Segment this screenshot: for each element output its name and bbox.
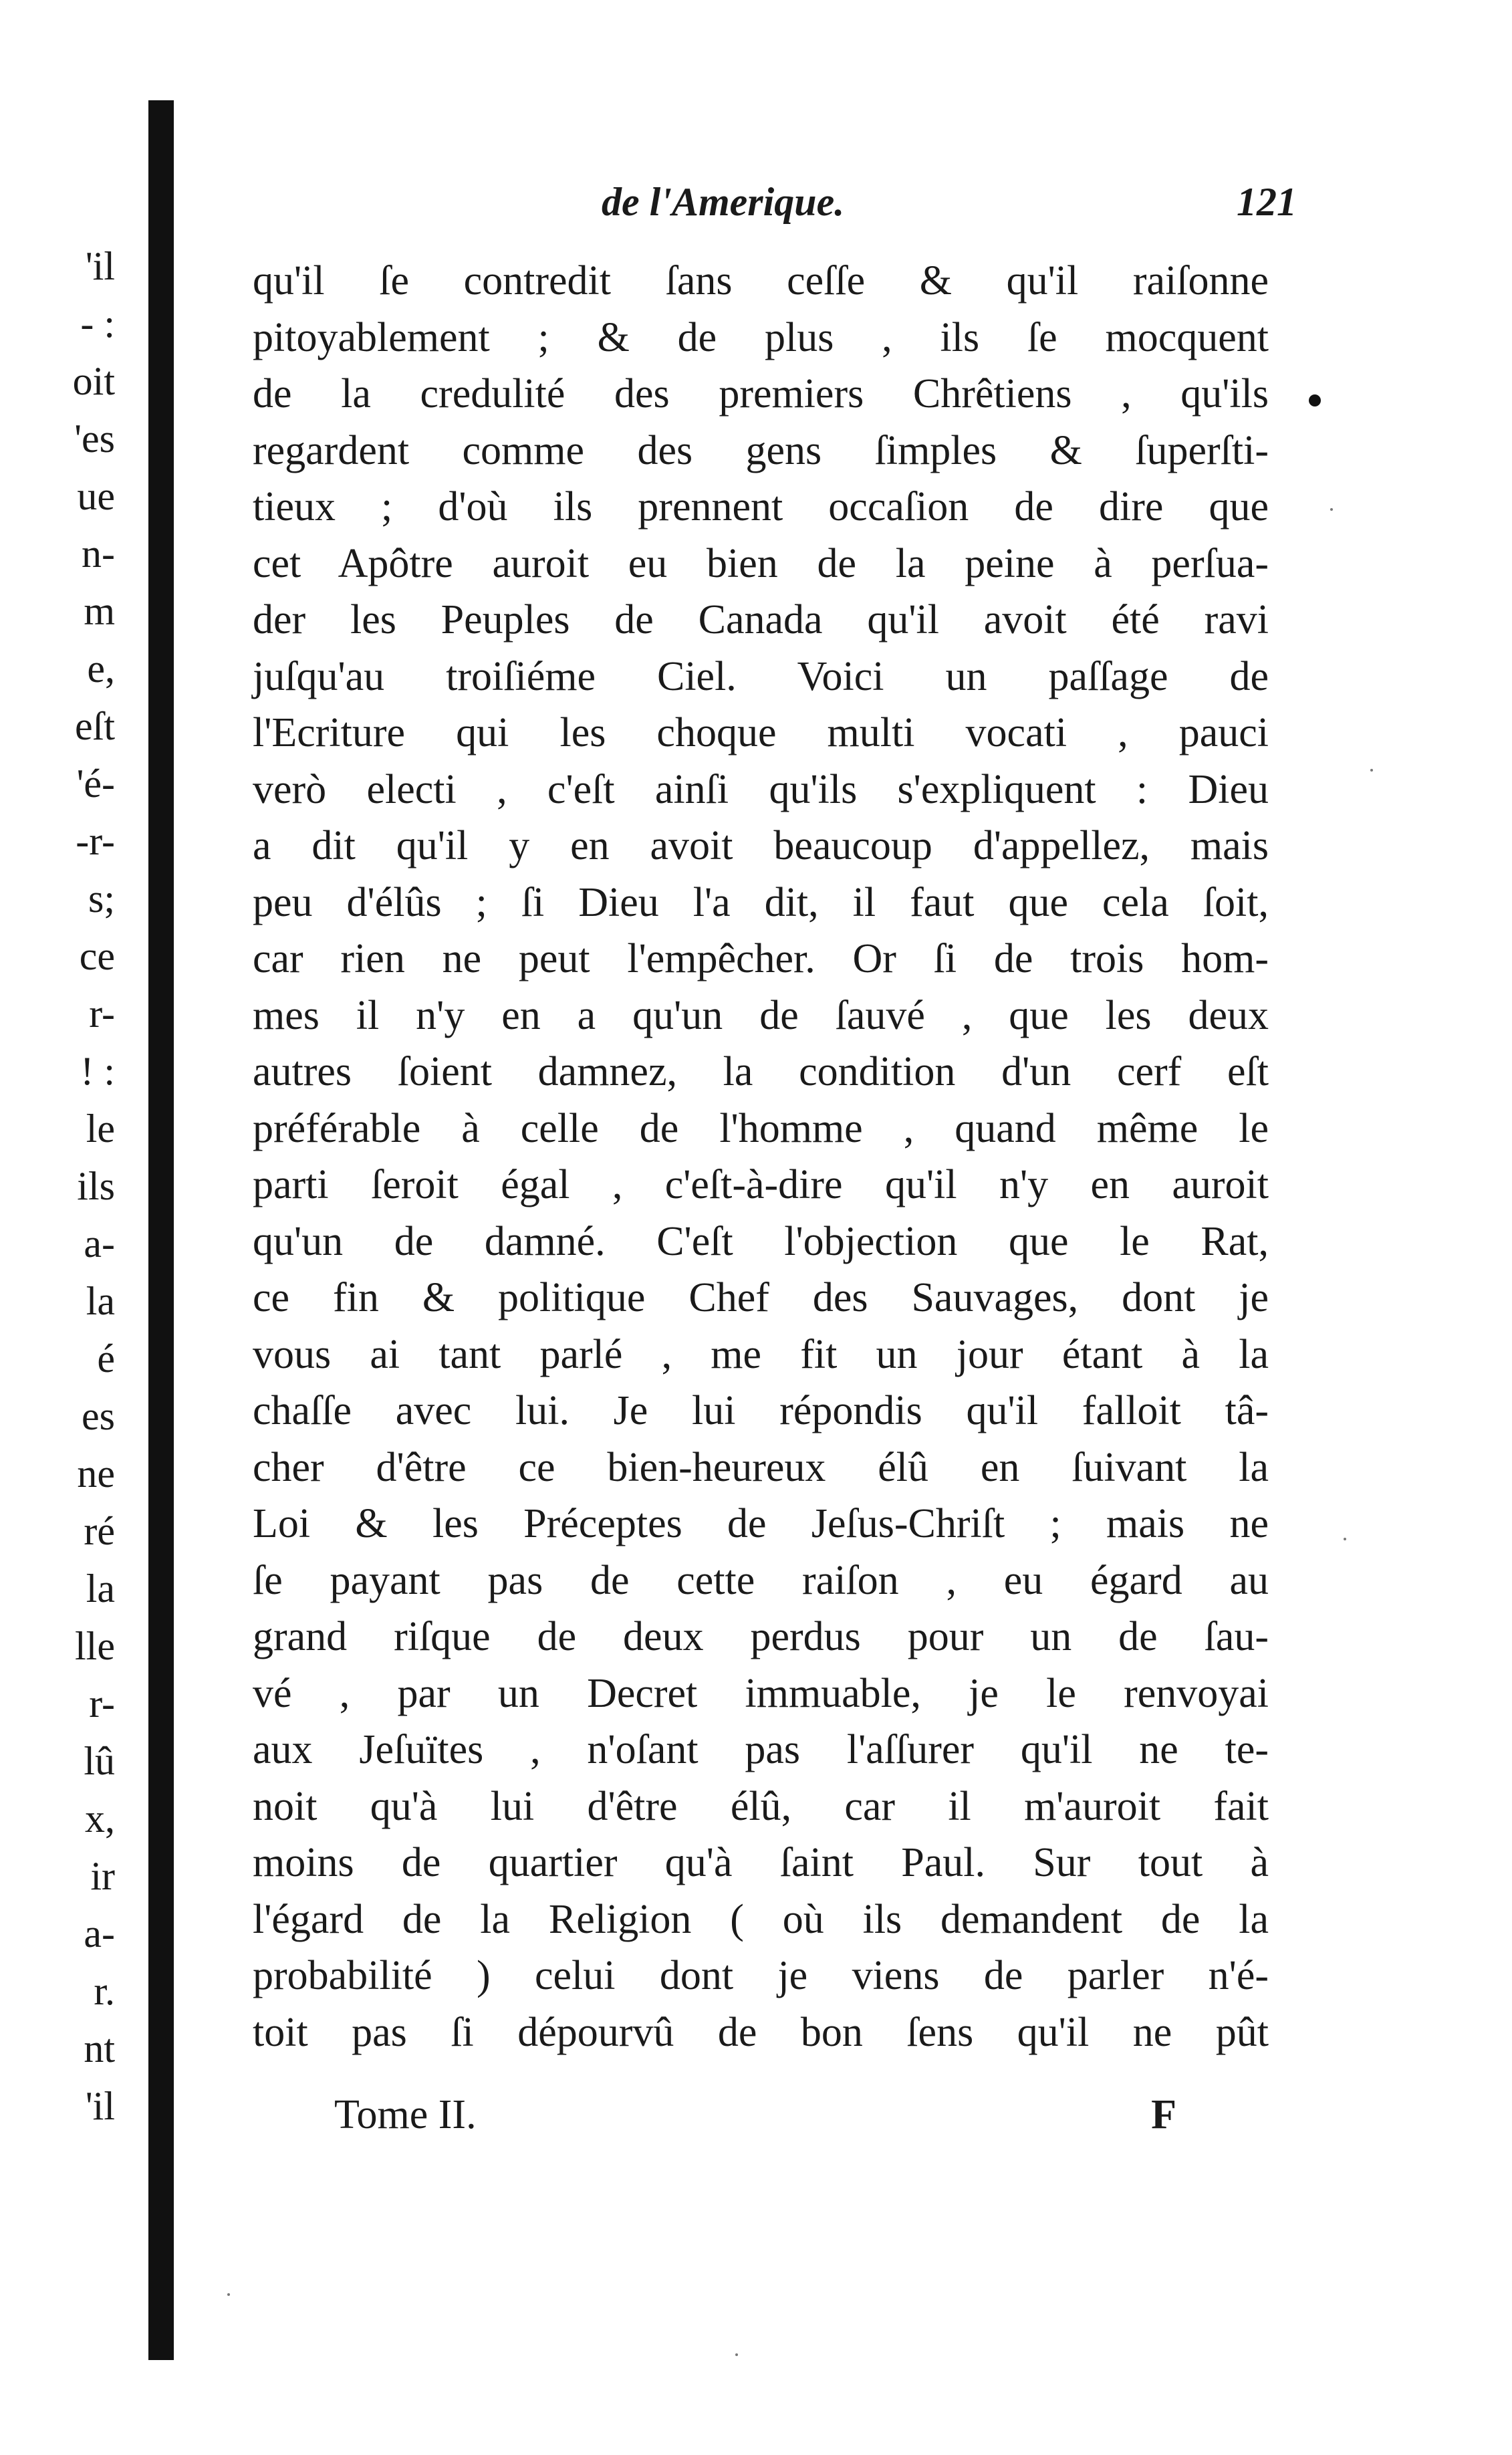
previous-page-fragment: r. — [94, 1969, 115, 2013]
previous-page-fragment: le — [86, 1106, 115, 1151]
previous-page-fragment: lle — [75, 1624, 115, 1668]
text-line: qu'un de damné. C'eſt l'objection que le Rat, — [253, 1218, 1269, 1264]
text-line: moins de quartier qu'à ſaint Paul. Sur tout à — [253, 1840, 1269, 1885]
binding-gutter — [148, 100, 174, 2360]
previous-page-fragment: m — [84, 589, 115, 633]
text-line: probabilité ) celui dont je viens de parler n'é- — [253, 1953, 1269, 1998]
previous-page-fragment: é — [97, 1336, 115, 1381]
previous-page-fragments — [0, 237, 134, 2135]
previous-page-fragment: lû — [84, 1739, 115, 1783]
previous-page-fragment: r- — [89, 1681, 115, 1726]
previous-page-fragment: ce — [79, 934, 115, 978]
text-line: cet Apôtre auroit eu bien de la peine à perſua- — [253, 540, 1269, 586]
previous-page-fragment: ! : — [80, 1049, 115, 1093]
previous-page-fragment: s; — [88, 876, 115, 921]
text-line: a dit qu'il y en avoit beaucoup d'appellez, mais — [253, 823, 1269, 868]
paper-speck — [1344, 1538, 1346, 1540]
text-line: peu d'élûs ; ſi Dieu l'a dit, il faut que cela ſoit, — [253, 879, 1269, 925]
paper-speck — [1370, 769, 1373, 772]
text-line: l'égard de la Religion ( où ils demandent de la — [253, 1896, 1269, 1942]
text-line: autres ſoient damnez, la condition d'un cerf eſt — [253, 1049, 1269, 1094]
page-footer — [334, 2091, 1176, 2151]
text-line: der les Peuples de Canada qu'il avoit été ravi — [253, 597, 1269, 642]
text-line: pitoyablement ; & de plus , ils ſe mocquent — [253, 314, 1269, 360]
page-number: 121 — [1237, 180, 1297, 224]
previous-page-fragment: 'il — [85, 2084, 115, 2128]
text-line: parti ſeroit égal , c'eſt-à-dire qu'il n'y en auroit — [253, 1162, 1269, 1207]
text-line: chaſſe avec lui. Je lui répondis qu'il falloit tâ- — [253, 1388, 1269, 1433]
previous-page-fragment: 'il — [85, 244, 115, 288]
previous-page-fragment: es — [82, 1394, 115, 1438]
text-line: Loi & les Préceptes de Jeſus-Chriſt ; mais ne — [253, 1501, 1269, 1546]
text-line: vous ai tant parlé , me fit un jour étant à la — [253, 1331, 1269, 1377]
text-line: de la credulité des premiers Chrêtiens , qu'ils — [253, 371, 1269, 417]
text-line: car rien ne peut l'empêcher. Or ſi de trois hom- — [253, 936, 1269, 981]
previous-page-fragment: ré — [84, 1509, 115, 1553]
text-line: noit qu'à lui d'être élû, car il m'auroit fait — [253, 1783, 1269, 1829]
paper-speck — [1330, 508, 1333, 511]
previous-page-fragment: -r- — [76, 819, 115, 863]
text-line: ſe payant pas de cette raiſon , eu égard au — [253, 1557, 1269, 1603]
body-text — [253, 253, 1269, 2061]
text-line: toit pas ſi dépourvû de bon ſens qu'il ne pût — [253, 2009, 1269, 2055]
ink-spot — [1309, 394, 1321, 406]
previous-page-fragment: e, — [87, 647, 115, 691]
text-line: qu'il ſe contredit ſans ceſſe & qu'il raiſonne — [253, 258, 1269, 304]
previous-page-fragment: nt — [84, 2026, 115, 2071]
previous-page-fragment: r- — [89, 991, 115, 1036]
previous-page-fragment: ils — [77, 1164, 115, 1208]
signature-line: Tome II. — [334, 2092, 477, 2137]
text-line: juſqu'au troiſiéme Ciel. Voici un paſſage de — [253, 653, 1269, 699]
previous-page-fragment: 'es — [74, 417, 115, 461]
signature-mark: F — [1151, 2092, 1176, 2137]
text-line: l'Ecriture qui les choque multi vocati , pauci — [253, 710, 1269, 755]
previous-page-fragment: la — [86, 1279, 115, 1323]
paper-speck — [227, 2293, 230, 2296]
previous-page-fragment: a- — [84, 1221, 115, 1266]
previous-page-fragment: eſt — [75, 704, 115, 748]
text-line: préférable à celle de l'homme , quand même le — [253, 1105, 1269, 1151]
text-line: ce fin & politique Chef des Sauvages, dont je — [253, 1275, 1269, 1320]
previous-page-fragment: la — [86, 1566, 115, 1611]
text-line: cher d'être ce bien-heureux élû en ſuivant la — [253, 1444, 1269, 1490]
previous-page-fragment: x, — [85, 1796, 115, 1841]
text-line: regardent comme des gens ſimples & ſuperſti- — [253, 427, 1269, 473]
running-header — [254, 179, 1297, 239]
paper-speck — [735, 2353, 738, 2356]
text-line: vé , par un Decret immuable, je le renvoyai — [253, 1670, 1269, 1716]
previous-page-fragment: oit — [72, 359, 115, 403]
previous-page-fragment: ir — [90, 1854, 115, 1898]
previous-page-fragment: a- — [84, 1911, 115, 1956]
previous-page-fragment: 'é- — [76, 762, 115, 806]
text-line: verò electi , c'eſt ainſi qu'ils s'expliquent : Dieu — [253, 766, 1269, 812]
text-line: grand riſque de deux perdus pour un de ſau- — [253, 1614, 1269, 1659]
text-line: tieux ; d'où ils prennent occaſion de dire que — [253, 484, 1269, 530]
previous-page-fragment: n- — [82, 532, 115, 576]
running-title: de l'Amerique. — [602, 180, 845, 224]
text-line: mes il n'y en a qu'un de ſauvé , que les deux — [253, 992, 1269, 1038]
previous-page-fragment: ue — [77, 474, 115, 518]
previous-page-fragment: ne — [77, 1451, 115, 1496]
previous-page-fragment: - : — [80, 302, 115, 346]
text-line: aux Jeſuïtes , n'oſant pas l'aſſurer qu'il ne te- — [253, 1727, 1269, 1772]
